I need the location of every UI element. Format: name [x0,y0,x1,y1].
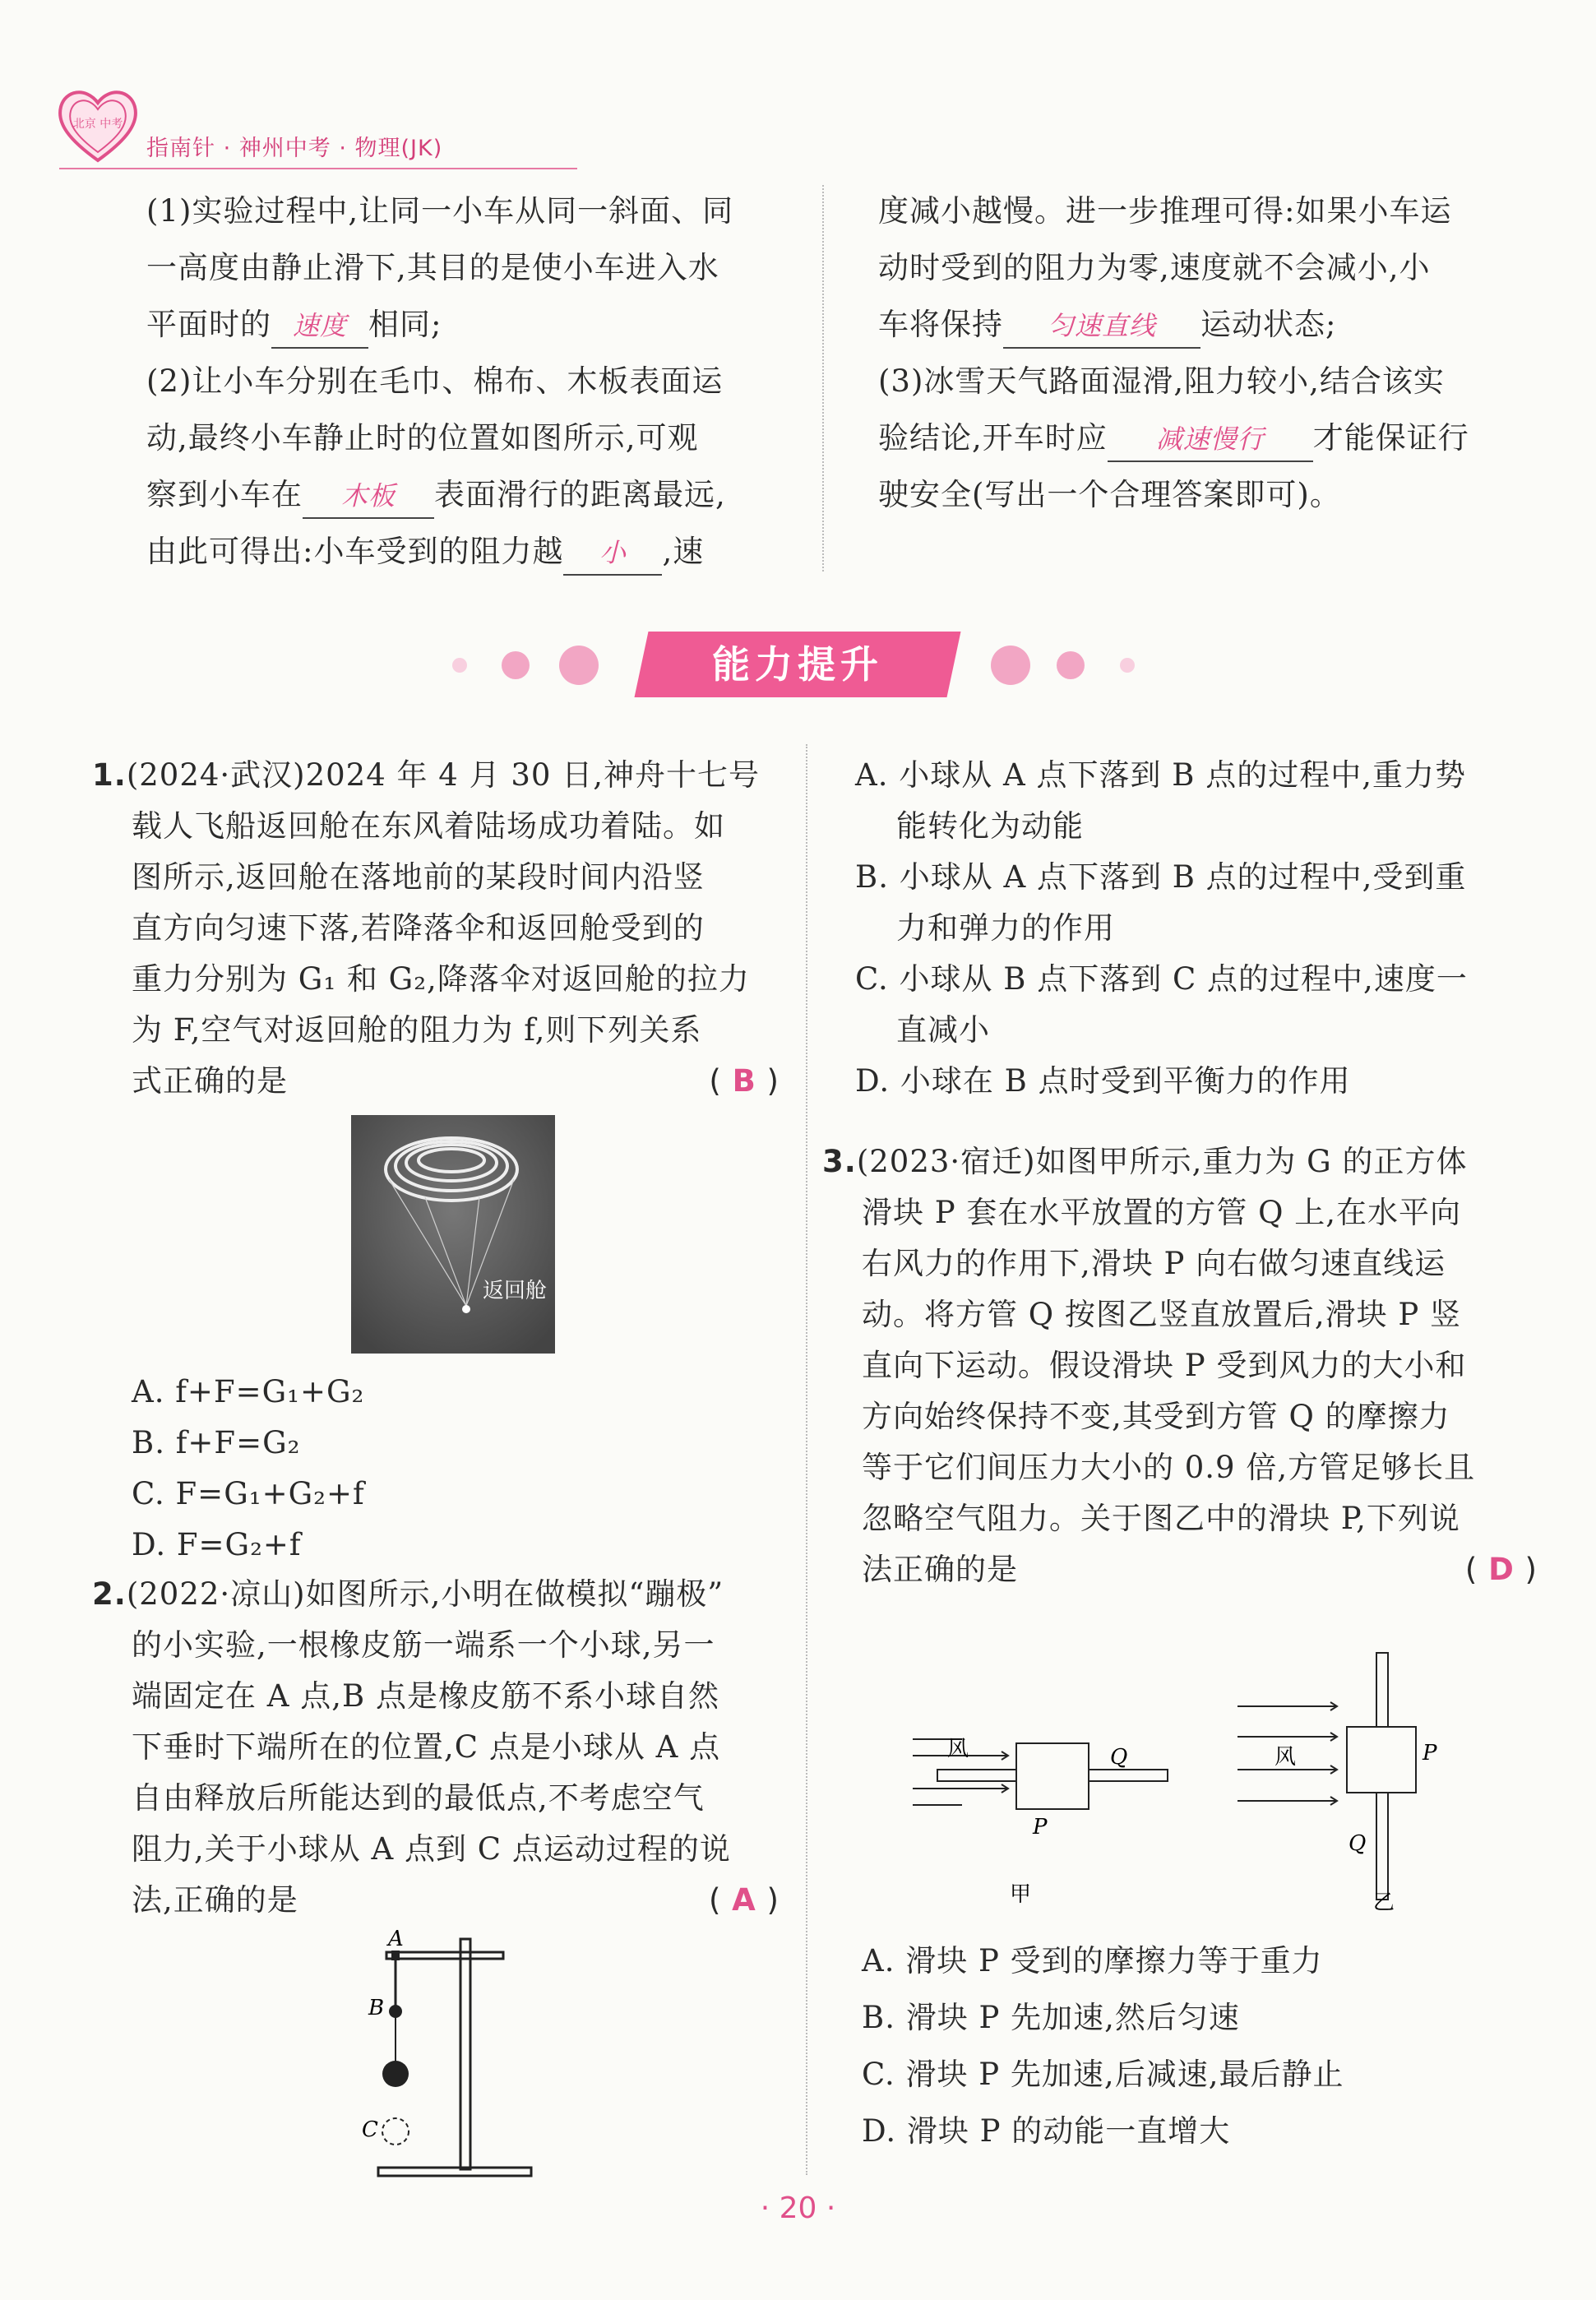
option-c-cont: 直减小 [896,1012,990,1048]
answer-bracket: ( B ) [709,1063,779,1099]
question-line: 重力分别为 G₁ 和 G₂,降落伞对返回舱的拉力 [132,961,750,997]
photo-label: 返回舱 [483,1279,548,1303]
text-line: 验结论,开车时应 减速慢行 才能保证行 [878,410,1520,466]
point-b-label: B [368,1996,385,2020]
question-line: 忽略空气阻力。关于图乙中的滑块 P,下列说 [862,1501,1460,1536]
top-left-column [146,183,779,580]
parachute-photo [351,1115,555,1354]
question-line: 1.(2024·武汉)2024 年 4 月 30 日,神舟十七号 [92,757,760,793]
option-c[interactable]: C. F=G₁+G₂+f [132,1476,365,1511]
dot-decoration [502,651,530,679]
question-line: 端固定在 A 点,B 点是橡皮筋不系小球自然 [132,1678,719,1714]
question-line: 直方向匀速下落,若降落伞和返回舱受到的 [132,910,705,946]
question-2-options [855,750,1538,1107]
question-line: 方向始终保持不变,其受到方管 Q 的摩擦力 [862,1399,1450,1434]
dot-decoration [452,658,467,673]
answer-bracket: ( D ) [1464,1552,1538,1587]
text-line: (2)让小车分别在毛巾、棉布、木板表面运 [146,363,724,399]
question-line: 等于它们间压力大小的 0.9 倍,方管足够长且 [862,1450,1476,1485]
option-b[interactable]: B. 小球从 A 点下落到 B 点的过程中,受到重 [855,859,1467,895]
answer-bracket: ( A ) [708,1882,779,1918]
option-a[interactable]: A. f+F=G₁+G₂ [132,1374,365,1409]
wind-label: 风 [1274,1745,1297,1770]
question-line: 为 F,空气对返回舱的阻力为 f,则下列关系 [132,1012,702,1048]
text-line: 车将保持 匀速直线 运动状态; [878,296,1520,353]
option-a[interactable]: A. 滑块 P 受到的摩擦力等于重力 [862,1943,1323,1978]
logo [53,78,143,169]
question-line: 滑块 P 套在水平放置的方管 Q 上,在水平向 [862,1195,1462,1230]
question-line: 式正确的是 ( B ) [92,1056,779,1107]
answer-fill: 减速慢行 [1108,418,1313,462]
option-d[interactable]: D. F=G₂+f [132,1527,302,1562]
header-divider [59,168,577,169]
text-line: 一高度由静止滑下,其目的是使小车进入水 [146,250,719,285]
question-2 [92,1569,779,1926]
option-b[interactable]: B. f+F=G₂ [132,1425,301,1460]
dot-decoration [991,646,1030,685]
option-a-cont: 能转化为动能 [896,808,1084,844]
tube-q-label: Q [1349,1831,1367,1856]
option-c[interactable]: C. 滑块 P 先加速,后减速,最后静止 [862,2057,1344,2092]
question-line: 图所示,返回舱在落地前的某段时间内沿竖 [132,859,705,895]
question-number: 2. [92,1576,127,1612]
question-line: 阻力,关于小球从 A 点到 C 点运动过程的说 [132,1831,731,1867]
question-line: 3.(2023·宿迁)如图甲所示,重力为 G 的正方体 [822,1144,1468,1179]
question-line: 的小实验,一根橡皮筋一端系一个小球,另一 [132,1627,715,1663]
question-line: 右风力的作用下,滑块 P 向右做匀速直线运 [862,1246,1446,1281]
answer-fill: 速度 [271,304,368,349]
top-right-column [878,183,1520,523]
dot-decoration [1120,658,1135,673]
answer-fill: 小 [563,531,662,576]
question-3-options [862,1932,1520,2159]
section-banner [444,625,1152,707]
figure-jia-label: 甲 [1010,1882,1032,1907]
text-line: 动,最终小车静止时的位置如图所示,可观 [146,420,699,456]
option-b[interactable]: B. 滑块 P 先加速,然后匀速 [862,2000,1240,2035]
option-b-cont: 力和弹力的作用 [896,910,1115,946]
point-a-label: A [388,1927,404,1951]
option-a[interactable]: A. 小球从 A 点下落到 B 点的过程中,重力势 [855,757,1466,793]
header-title: 指南针 · 神州中考 · 物理(JK) [146,136,443,161]
question-line: 法正确的是 ( D ) [822,1544,1538,1595]
question-1-options [132,1367,625,1571]
answer-fill: 匀速直线 [1003,304,1200,349]
question-line: 下垂时下端所在的位置,C 点是小球从 A 点 [132,1729,721,1765]
wind-label: 风 [947,1737,969,1761]
question-line: 自由释放后所能达到的最低点,不考虑空气 [132,1780,705,1816]
figure-yi [1237,1653,1416,1900]
section-title: 能力提升 [712,642,883,687]
question-line: 动。将方管 Q 按图乙竖直放置后,滑块 P 竖 [862,1297,1462,1332]
option-d[interactable]: D. 小球在 B 点时受到平衡力的作用 [855,1063,1351,1099]
question-line: 直向下运动。假设滑块 P 受到风力的大小和 [862,1348,1467,1383]
text-line: 动时受到的阻力为零,速度就不会减小,小 [878,250,1431,285]
question-number: 1. [92,757,127,793]
dot-decoration [1057,651,1085,679]
point-c-label: C [362,2117,378,2142]
wind-slider-figure [913,1645,1472,1928]
question-line: 载人飞船返回舱在东风着陆场成功着陆。如 [132,808,725,844]
heart-logo-icon [53,78,143,169]
text-line: (1)实验过程中,让同一小车从同一斜面、同 [146,193,734,229]
question-line: 法,正确的是 ( A ) [92,1875,779,1926]
question-number: 3. [822,1144,857,1179]
svg-text:北京 中考: 北京 中考 [72,118,123,131]
column-divider-bottom [806,744,807,2175]
text-line: 由此可得出:小车受到的阻力越 小 ,速 [146,523,779,580]
dot-decoration [559,646,599,685]
page-number: · 20 · [760,2191,836,2225]
tube-q-label: Q [1110,1745,1128,1770]
answer-fill: 木板 [303,474,434,519]
slider-p-label: P [1033,1815,1048,1840]
text-line: 度减小越慢。进一步推理可得:如果小车运 [878,193,1452,229]
option-d[interactable]: D. 滑块 P 的动能一直增大 [862,2113,1231,2149]
figure-yi-label: 乙 [1373,1890,1395,1915]
option-c[interactable]: C. 小球从 B 点下落到 C 点的过程中,速度一 [855,961,1468,997]
text-line: 察到小车在 木板 表面滑行的距离最远, [146,466,779,523]
slider-p-label: P [1423,1741,1437,1765]
column-divider-top [822,185,824,572]
question-1 [92,750,779,1107]
text-line: (3)冰雪天气路面湿滑,阻力较小,结合该实 [878,363,1445,399]
bungee-stand-figure [354,1924,559,2183]
question-3 [822,1136,1538,1595]
question-line: 2.(2022·凉山)如图所示,小明在做模拟“蹦极” [92,1576,724,1612]
text-line: 平面时的 速度 相同; [146,296,779,353]
text-line: 驶安全(写出一个合理答案即可)。 [878,477,1341,512]
